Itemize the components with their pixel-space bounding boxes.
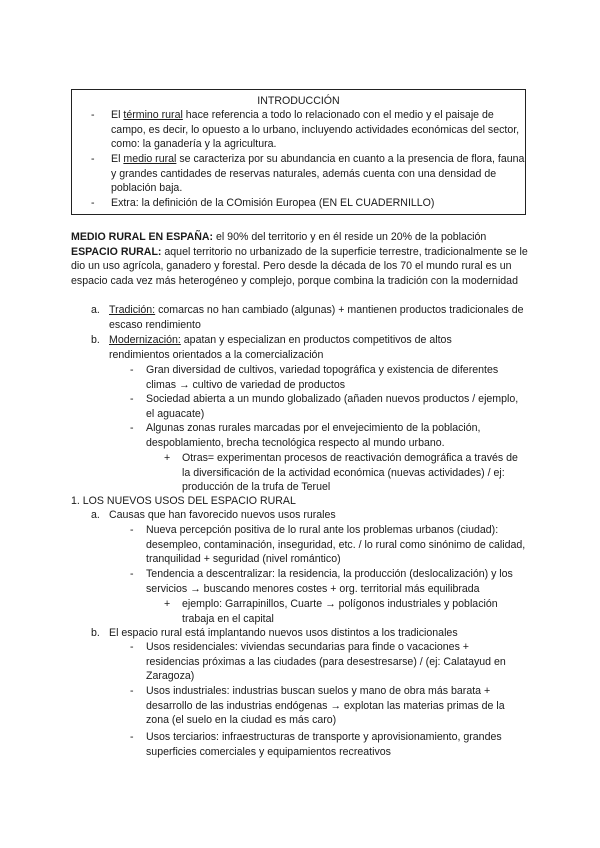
list-marker: b.: [91, 627, 100, 639]
plus-bullet: +: [164, 452, 171, 464]
dash-bullet: -: [130, 641, 134, 653]
modernizacion-bullet: Gran diversidad de cultivos, variedad topográfica y existencia de diferentes climas → cultivo de variedad de productos: [146, 364, 499, 391]
usos-item: El espacio rural está implantando nuevos usos distintos a los tradicionales: [109, 627, 458, 639]
dash-bullet: -: [91, 109, 95, 121]
dash-bullet: -: [130, 422, 134, 434]
modernizacion-label: Modernización:: [109, 334, 181, 346]
list-marker: a.: [91, 509, 100, 521]
usos-bullet: Usos industriales: industrias buscan suelos y mano de obra más barata + desarrollo de las industrias endógenas → explotan las materias primas de la zona (el suelo en la ciudad es más caro): [146, 685, 505, 727]
medio-rural-label: MEDIO RURAL EN ESPAÑA:: [71, 231, 214, 243]
dash-bullet: -: [130, 524, 134, 536]
modernizacion-item: Modernización: apatan y especializan en productos competitivos de altos rendimientos orientados a la comercialización: [109, 334, 452, 361]
modernizacion-bullet: Algunas zonas rurales marcadas por el envejecimiento de la población, despoblamiento, brecha tecnológica respecto al mundo urbano.: [146, 422, 481, 449]
dash-bullet: -: [91, 197, 95, 209]
modernizacion-bullet: Sociedad abierta a un mundo globalizado (añaden nuevos productos / ejemplo, el aguacate): [146, 393, 519, 420]
intro-box: INTRODUCCIÓN - El término rural hace referencia a todo lo relacionado con el medio y el paisaje de campo, es decir, lo opuesto a lo urbano, incluyendo actividades económicas del sector, como: la ganadería y la agricultura. - El medio rural se caracteriza por su abundancia en cuanto a la presencia de flora, fauna y grandes cantidades de reservas naturales, además cuenta con una densidad de población baja. - Extra: la definición de la COmisión Europea (EN EL CUADERNILLO): [71, 89, 526, 215]
causas-bullet: Nueva percepción positiva de lo rural ante los problemas urbanos (ciudad): desempleo, contaminación, inseguridad, etc. / lo rural como sinónimo de calidad, tranquilidad + seguridad (nivel romántico): [146, 524, 526, 566]
plus-bullet: +: [164, 598, 171, 610]
medio-rural-line: MEDIO RURAL EN ESPAÑA: el 90% del territorio y en él reside un 20% de la población: [71, 231, 487, 243]
causas-bullet: Tendencia a descentralizar: la residencia, la producción (deslocalización) y los servicios → buscando menores costes + org. territorial más equilibrada: [146, 568, 513, 595]
section-title: 1. LOS NUEVOS USOS DEL ESPACIO RURAL: [71, 495, 296, 507]
usos-bullet: Usos residenciales: viviendas secundarias para finde o vacaciones + residencias próximas a las ciudades (para desestresarse) / (ej: Calatayud en Zaragoza): [146, 641, 506, 683]
espacio-rural-label: ESPACIO RURAL:: [71, 245, 162, 258]
tradicion-label: Tradición:: [109, 304, 156, 316]
term-rural: término rural: [123, 109, 183, 121]
dash-bullet: -: [130, 685, 134, 697]
list-marker: b.: [91, 334, 100, 346]
causas-subbullet: ejemplo: Garrapinillos, Cuarte → polígonos industriales y población trabaja en el capital: [182, 598, 498, 625]
list-marker: a.: [91, 304, 100, 316]
dash-bullet: -: [130, 731, 134, 743]
usos-bullet: Usos terciarios: infraestructuras de transporte y aprovisionamiento, grandes superficies comerciales y equipamientos recreativos: [146, 731, 502, 758]
term-medio-rural: medio rural: [123, 153, 177, 165]
causas-item: Causas que han favorecido nuevos usos rurales: [109, 509, 336, 521]
dash-bullet: -: [130, 568, 134, 580]
dash-bullet: -: [130, 364, 134, 376]
intro-title: INTRODUCCIÓN: [257, 95, 340, 107]
dash-bullet: -: [130, 393, 134, 405]
dash-bullet: -: [91, 153, 95, 165]
espacio-rural-paragraph: ESPACIO RURAL: aquel territorio no urbanizado de la superficie terrestre, tradicionalmente se le dio un uso agrícola, ganadero y forestal. Pero desde la década de los 70 el mundo rural es un espacio cada vez más heterogéneo y complejo, porque combina la tradición con la modernidad: [71, 245, 528, 287]
modernizacion-subbullet: Otras= experimentan procesos de reactivación demográfica a través de la diversificación de la actividad económica (nuevas actividades) / ej: producción de la trufa de Teruel: [182, 452, 518, 494]
tradicion-item: Tradición: comarcas no han cambiado (algunas) + mantienen productos tradicionales de escaso rendimiento: [109, 304, 524, 331]
